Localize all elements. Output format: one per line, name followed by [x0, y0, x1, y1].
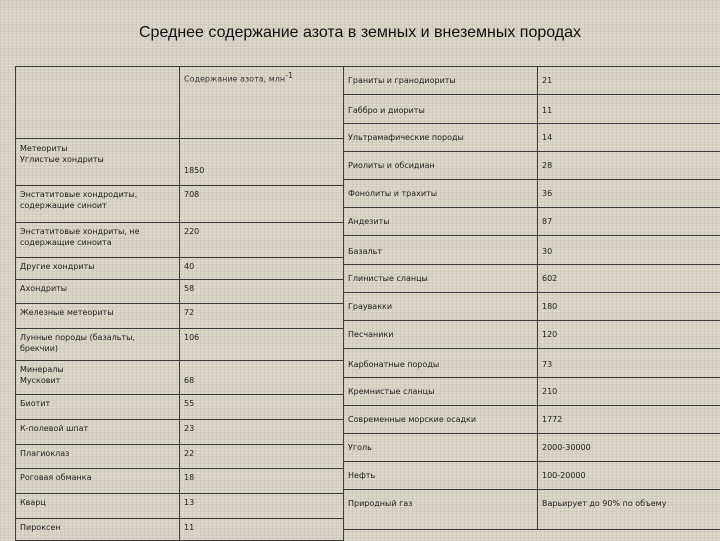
row-value: 100-20000: [538, 462, 720, 490]
table-row: [16, 519, 344, 541]
table-row: [344, 434, 720, 462]
table-row: [344, 152, 720, 180]
row-label: Кварц: [16, 494, 180, 519]
row-value: 68: [180, 361, 344, 395]
row-value: 73: [538, 349, 720, 378]
table-row: [16, 223, 344, 258]
row-label: Уголь: [344, 434, 538, 462]
table-row: [16, 329, 344, 361]
table-row: [16, 494, 344, 519]
row-value: 30: [538, 236, 720, 265]
row-value: 28: [538, 152, 720, 180]
row-label: Плагиоклаз: [16, 445, 180, 469]
page-title: Среднее содержание азота в земных и внеземных породах: [0, 24, 720, 42]
table-row: [344, 490, 720, 530]
row-label: Железные метеориты: [16, 304, 180, 329]
row-value: 87: [538, 208, 720, 236]
row-label: Карбонатные породы: [344, 349, 538, 378]
table-row: [344, 180, 720, 208]
table-row: [16, 139, 344, 186]
table-row: [344, 208, 720, 236]
row-value: 220: [180, 223, 344, 258]
row-value: 120: [538, 321, 720, 349]
row-label: К-полевой шпат: [16, 420, 180, 445]
table-row: [16, 469, 344, 494]
row-value: 11: [538, 95, 720, 124]
header-label: Содержание азота, млн: [184, 75, 285, 84]
table-row: [344, 236, 720, 265]
row-value: 1850: [180, 139, 344, 186]
row-label: Энстатитовые хондриты, не содержащие синоита: [16, 223, 180, 258]
row-value: 2000-30000: [538, 434, 720, 462]
row-label: Граувакки: [344, 293, 538, 321]
table-row: [16, 420, 344, 445]
table-row: [344, 95, 720, 124]
table-row: [344, 349, 720, 378]
table-row: [16, 280, 344, 304]
table-row: [344, 462, 720, 490]
row-label: Кремнистые сланцы: [344, 378, 538, 406]
row-label: Природный газ: [344, 490, 538, 530]
row-label: Ультрамафические породы: [344, 124, 538, 152]
row-value: 14: [538, 124, 720, 152]
row-label: Граниты и гранодиориты: [344, 67, 538, 95]
table-row: [344, 378, 720, 406]
header-cell: [180, 67, 344, 139]
row-value: 13: [180, 494, 344, 519]
table-row: [344, 265, 720, 293]
table-row: [16, 445, 344, 469]
row-label: Песчаники: [344, 321, 538, 349]
row-value: 40: [180, 258, 344, 280]
table-row: [16, 186, 344, 223]
table-row: [344, 321, 720, 349]
row-label: Базальт: [344, 236, 538, 265]
table-row: [344, 67, 720, 95]
row-value: 106: [180, 329, 344, 361]
row-label: Современные морские осадки: [344, 406, 538, 434]
row-label: Лунные породы (базальты, брекчии): [16, 329, 180, 361]
row-value: Варьирует до 90% по объему: [538, 490, 720, 530]
row-value: 708: [180, 186, 344, 223]
row-label: Андезиты: [344, 208, 538, 236]
row-label: Роговая обманка: [16, 469, 180, 494]
row-value: 18: [180, 469, 344, 494]
row-label: Метеориты Углистые хондриты: [16, 139, 180, 186]
row-value: 36: [538, 180, 720, 208]
table-row: [344, 406, 720, 434]
table-row: [344, 124, 720, 152]
row-value: 602: [538, 265, 720, 293]
table-row: [344, 293, 720, 321]
row-label: Фонолиты и трахиты: [344, 180, 538, 208]
row-label: Другие хондриты: [16, 258, 180, 280]
header-empty-cell: [16, 67, 180, 139]
table-row: [16, 361, 344, 395]
table-row: [16, 258, 344, 280]
row-label: Габбро и диориты: [344, 95, 538, 124]
row-label: Глинистые сланцы: [344, 265, 538, 293]
row-value: 210: [538, 378, 720, 406]
row-value: 11: [180, 519, 344, 541]
table-row: [16, 304, 344, 329]
row-label: Пироксен: [16, 519, 180, 541]
row-value: 72: [180, 304, 344, 329]
row-value: 1772: [538, 406, 720, 434]
row-value: 180: [538, 293, 720, 321]
row-label: Ахондриты: [16, 280, 180, 304]
row-label: Минералы Мусковит: [16, 361, 180, 395]
header-unit-exponent: -1: [285, 71, 293, 80]
row-label: Энстатитовые хондродиты, содержащие синоит: [16, 186, 180, 223]
table-header-row: [16, 67, 344, 139]
row-value: 22: [180, 445, 344, 469]
right-table: [343, 66, 720, 530]
row-label: Нефть: [344, 462, 538, 490]
row-value: 21: [538, 67, 720, 95]
row-label: Биотит: [16, 395, 180, 420]
row-label: Риолиты и обсидиан: [344, 152, 538, 180]
left-table: [15, 66, 344, 541]
row-value: 58: [180, 280, 344, 304]
table-row: [16, 395, 344, 420]
row-value: 55: [180, 395, 344, 420]
row-value: 23: [180, 420, 344, 445]
